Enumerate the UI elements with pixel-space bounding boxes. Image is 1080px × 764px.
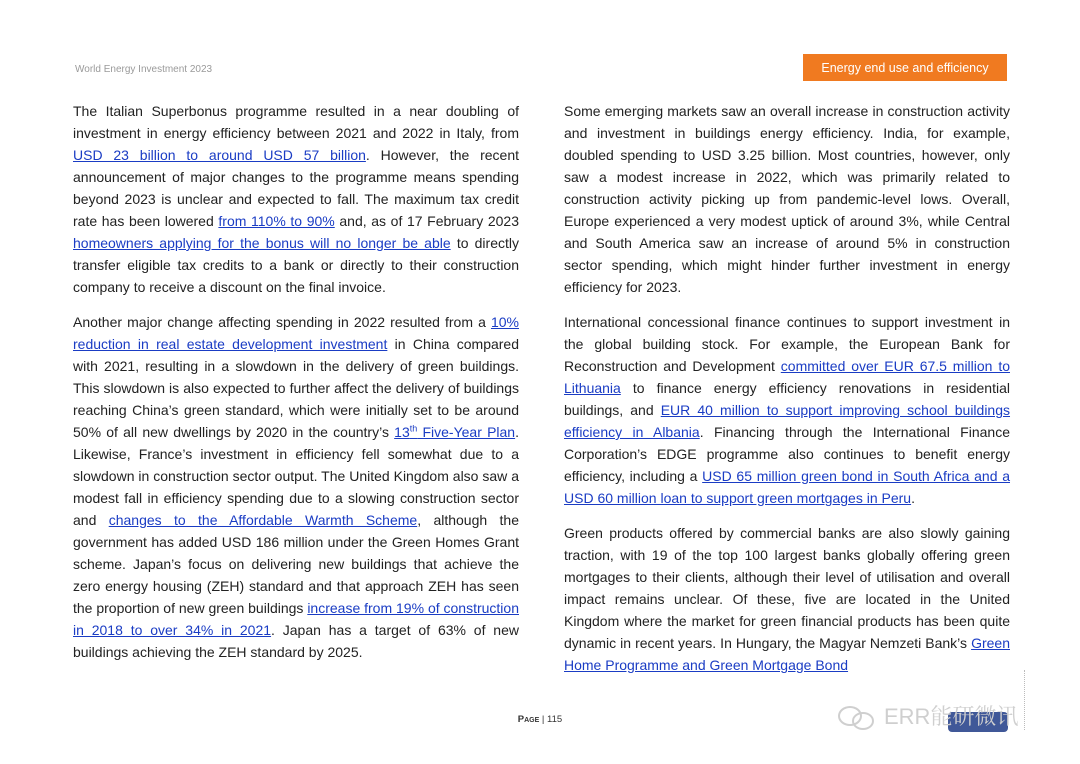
link-part: Five-Year Plan [417, 424, 516, 440]
right-column [564, 100, 1010, 689]
paragraph-concessional-finance [564, 311, 1010, 509]
text: Green products offered by commercial banks are also slowly gaining traction, with 19 of the top 100 largest banks globally offering green mortgages to their clients, although their level of utilisation and overall impact remains unclear. Of these, five are located in the United Kingdom where the market for green financial products has been quite dynamic in recent years. In Hungary, the Magyar Nemzeti Bank’s [564, 525, 1010, 651]
link-green-home-programme[interactable]: Green Home Programme and Green Mortgage Bond [564, 635, 1010, 673]
page-label: Page [517, 714, 540, 725]
link-green-bond-south-africa-peru[interactable]: USD 65 million green bond in South Africa and a USD 60 million loan to support green mortgages in Peru [564, 468, 1010, 506]
link-part: 13 [394, 424, 410, 440]
paragraph-green-products [564, 522, 1010, 676]
text: . Japan has a target of 63% of new buildings achieving the ZEH standard by 2025. [73, 622, 519, 660]
text: to finance energy efficiency renovations in residential buildings, and [564, 380, 1010, 418]
link-homeowners-applying[interactable]: homeowners applying for the bonus will no longer be able [73, 235, 451, 251]
page-separator: | [539, 714, 548, 725]
link-10pct-reduction[interactable]: 10% reduction in real estate development investment [73, 314, 519, 352]
text: International concessional finance continues to support investment in the global building stock. For example, the European Bank for Reconstruction and Development [564, 314, 1010, 374]
text: The Italian Superbonus programme resulted in a near doubling of investment in energy efficiency between 2021 and 2022 in Italy, from [73, 103, 519, 141]
watermark [838, 700, 1018, 731]
left-column [73, 100, 519, 676]
paragraph-emerging-markets [564, 100, 1010, 298]
text: , although the government has added USD 186 million under the Green Homes Grant scheme. Japan’s focus on delivering new buildings that achieve the zero energy housing (ZEH) standard and that approach ZEH has seen the proportion of new green buildings [73, 512, 519, 616]
text: to directly transfer eligible tax credits to a bank or directly to their construction company to receive a discount on the final invoice. [73, 235, 519, 295]
text: Some emerging markets saw an overall increase in construction activity and investment in buildings energy efficiency. India, for example, doubled spending to USD 3.25 billion. Most countries, however, only saw a modest increase in 2022, which was primarily related to construction activity picking up from pandemic-level lows. Overall, Europe experienced a very modest uptick of around 3%, while Central and South America saw an increase of around 5% in construction sector spending, which might hinder further investment in energy efficiency for 2023. [564, 103, 1010, 295]
document-title: World Energy Investment 2023 [75, 64, 213, 75]
link-affordable-warmth[interactable]: changes to the Affordable Warmth Scheme [108, 512, 418, 528]
text: and, as of 17 February 2023 [334, 213, 519, 229]
link-eur-40-albania[interactable]: EUR 40 million to support improving school buildings efficiency in Albania [564, 402, 1011, 440]
link-eur-67-lithuania[interactable]: committed over EUR 67.5 million to Lithuania [564, 358, 1010, 396]
link-110-to-90[interactable]: from 110% to 90% [218, 213, 335, 229]
text: . However, the recent announcement of major changes to the programme means spending beyond 2023 is unclear and expected to fall. The maximum tax credit rate has been lowered [73, 147, 519, 229]
wechat-icon [838, 702, 878, 730]
section-tag: Energy end use and efficiency [803, 54, 1007, 81]
superscript: th [409, 423, 418, 434]
text: Another major change affecting spending in 2022 resulted from a [73, 314, 491, 330]
paragraph-italy [73, 100, 519, 298]
link-usd-23-to-57-billion[interactable]: USD 23 billion to around USD 57 billion [73, 147, 366, 163]
text: . [911, 490, 915, 506]
watermark-text: ERR能研微讯 [884, 704, 1019, 729]
text: in China compared with 2021, resulting in a slowdown in the delivery of green buildings. This slowdown is also expected to further affect the delivery of buildings reaching China’s green standard, which were initially set to be around 50% of all new dwellings by 2020 in the country’s [73, 336, 520, 440]
divider [1024, 670, 1028, 730]
text: . Likewise, France’s investment in efficiency fell somewhat due to a slowdown in construction sector output. The United Kingdom also saw a modest fall in efficiency spending due to a slowing construction sector and [73, 424, 519, 528]
link-five-year-plan[interactable] [394, 424, 515, 440]
text: . Financing through the International Finance Corporation’s EDGE programme also continues to benefit energy efficiency, including a [564, 424, 1010, 484]
link-increase-19-to-34[interactable]: increase from 19% of construction in 2018 to over 34% in 2021 [73, 600, 519, 638]
paragraph-china-france-uk-japan [73, 311, 519, 663]
page-number: 115 [547, 714, 563, 725]
